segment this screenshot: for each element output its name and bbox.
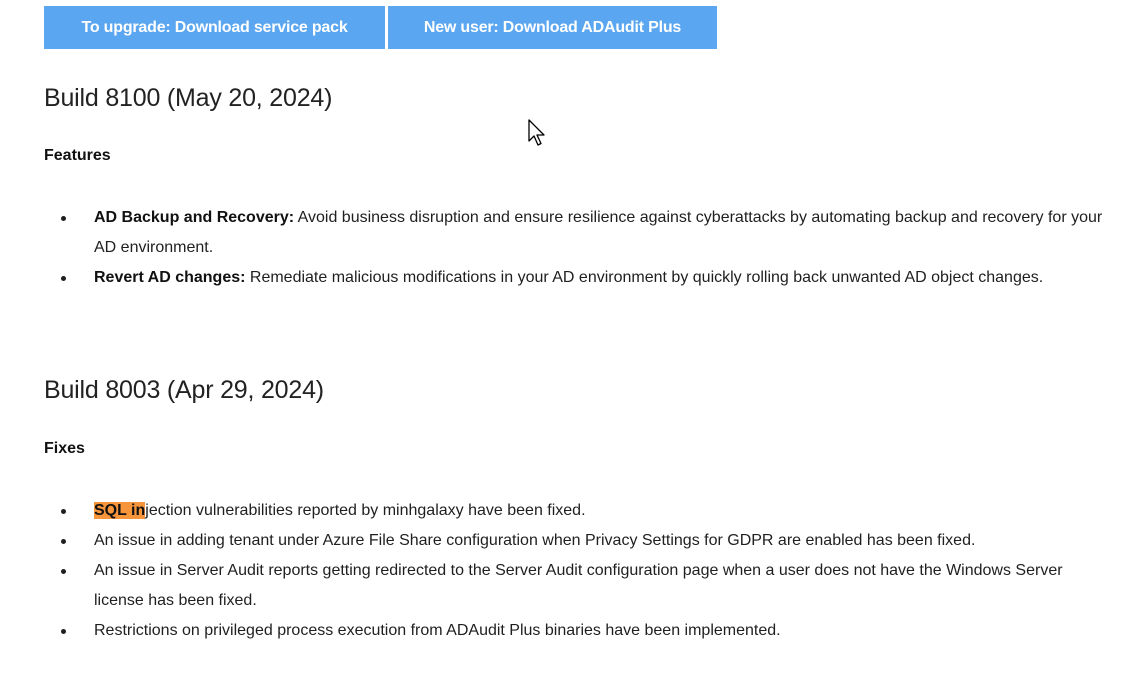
fixes-label: Fixes	[44, 440, 85, 457]
download-service-pack-button[interactable]: To upgrade: Download service pack	[44, 6, 385, 49]
feature-description: Avoid business disruption and ensure resilience against cyberattacks by automating backup and recovery for your AD environment.	[94, 209, 1103, 256]
fix-description: jection vulnerabilities reported by minhgalaxy have been fixed.	[145, 502, 586, 519]
fix-description: An issue in adding tenant under Azure File Share configuration when Privacy Settings for GDPR are enabled has been fixed.	[94, 532, 976, 549]
fix-description: An issue in Server Audit reports getting redirected to the Server Audit configuration page when a user does not have the Windows Server license has been fixed.	[94, 562, 1063, 609]
feature-title: AD Backup and Recovery:	[94, 209, 295, 226]
build-8100-heading: Build 8100 (May 20, 2024)	[44, 84, 333, 112]
list-item	[44, 616, 1114, 646]
list-item	[44, 556, 1114, 616]
download-adaudit-plus-button[interactable]: New user: Download ADAudit Plus	[388, 6, 717, 49]
bullet-icon	[61, 509, 66, 514]
bullet-icon	[61, 539, 66, 544]
fixes-list	[44, 496, 1114, 646]
list-item	[44, 203, 1114, 263]
list-item	[44, 496, 1114, 526]
search-highlight: SQL in	[94, 502, 146, 519]
feature-description: Remediate malicious modifications in your AD environment by quickly rolling back unwanted AD object changes.	[245, 269, 1044, 286]
fix-description: Restrictions on privileged process execution from ADAudit Plus binaries have been implemented.	[94, 622, 781, 639]
features-list	[44, 203, 1114, 293]
list-item	[44, 526, 1114, 556]
features-label: Features	[44, 147, 111, 164]
bullet-icon	[61, 216, 66, 221]
feature-title: Revert AD changes:	[94, 269, 246, 286]
bullet-icon	[61, 569, 66, 574]
bullet-icon	[61, 629, 66, 634]
mouse-pointer-icon	[528, 119, 546, 146]
list-item	[44, 263, 1114, 293]
bullet-icon	[61, 276, 66, 281]
download-button-row	[44, 6, 717, 49]
build-8003-heading: Build 8003 (Apr 29, 2024)	[44, 376, 324, 404]
